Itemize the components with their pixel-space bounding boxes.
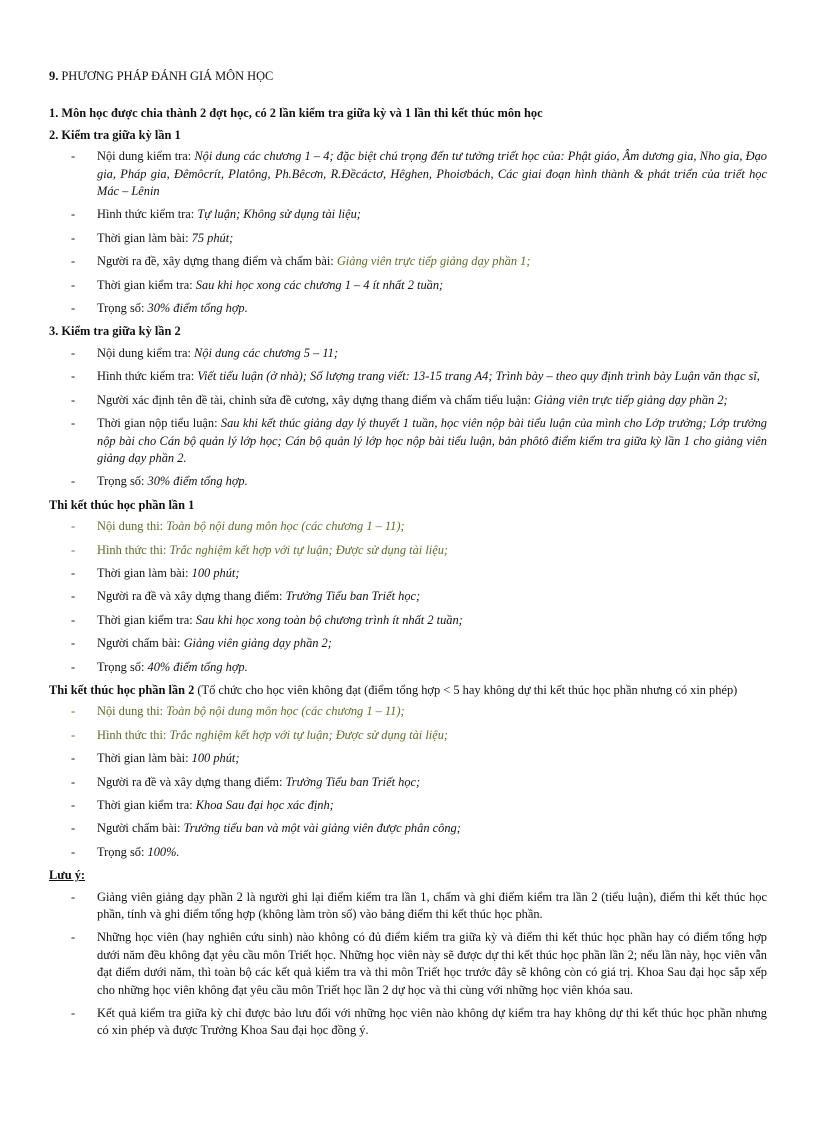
section-heading xyxy=(49,127,767,144)
item-value: 30% điểm tổng hợp. xyxy=(147,474,248,489)
bullet-dash: - xyxy=(71,565,76,580)
note-text: Kết quả kiểm tra giữa kỳ chỉ được bảo lưu đối với những học viên nào không dự kiểm tra hay không dự thi kết thúc học phần nhưng có xin phép và được Trưởng Khoa Sau đại học đồng ý. xyxy=(97,1006,767,1038)
sections xyxy=(49,105,767,861)
item-value: Giảng viên trực tiếp giảng dạy phần 1; xyxy=(336,254,531,269)
note-heading: Lưu ý: xyxy=(49,868,86,883)
item-value: Viết tiểu luận (ở nhà); Số lượng trang viết: 13-15 trang A4; Trình bày – theo quy định trình bày Luận văn thạc sĩ, xyxy=(197,369,760,384)
section-title-text: PHƯƠNG PHÁP ĐÁNH GIÁ MÔN HỌC xyxy=(58,69,274,83)
list-item xyxy=(49,542,767,559)
bullet-dash: - xyxy=(71,727,76,742)
bullet-dash: - xyxy=(71,254,76,269)
item-list xyxy=(49,148,767,317)
item-value: Toàn bộ nội dung môn học (các chương 1 – 11); xyxy=(166,519,405,534)
item-list xyxy=(49,518,767,676)
list-item xyxy=(49,415,767,467)
list-item xyxy=(49,750,767,767)
item-label: Hình thức thi: xyxy=(97,727,170,742)
bullet-dash: - xyxy=(71,774,76,789)
bullet-dash: - xyxy=(71,1006,76,1021)
section-heading-text: 3. Kiểm tra giữa kỳ lần 2 xyxy=(49,324,181,339)
document-page xyxy=(49,68,767,1046)
section-number: 9. xyxy=(49,69,59,83)
bullet-dash: - xyxy=(71,636,76,651)
list-item xyxy=(49,565,767,582)
item-label: Hình thức kiểm tra: xyxy=(97,369,198,384)
section-title xyxy=(49,68,767,85)
item-label: Nội dung kiểm tra: xyxy=(97,149,195,164)
item-label: Người chấm bài: xyxy=(97,821,184,836)
item-label: Người chấm bài: xyxy=(97,636,184,651)
list-item xyxy=(49,797,767,814)
note-text: Giảng viên giảng dạy phần 2 là người ghi lại điểm kiểm tra lần 1, chấm và ghi điểm kiểm tra lần 2 (tiểu luận), điểm thi kết thúc học phần, tính và ghi điểm tổng hợp (không làm tròn số) vào bảng điểm thi kết thúc học phần. xyxy=(97,889,767,922)
section-heading-note: (Tổ chức cho học viên không đạt (điểm tổng hợp < 5 hay không dự thi kết thúc học phần nhưng có xin phép) xyxy=(194,682,738,697)
item-value: Sau khi kết thúc giảng dạy lý thuyết 1 tuần, học viên nộp bài tiểu luận của mình cho Lớp trưởng; Lớp trưởng nộp bài cho Cán bộ quản lý lớp học; Cán bộ quản lý lớp học nộp bài tiểu luận, bản phôtô điểm kiểm tra giữa kỳ lần 1 cho giảng viên giảng dạy phần 2. xyxy=(97,416,767,465)
item-value: Toàn bộ nội dung môn học (các chương 1 – 11); xyxy=(166,704,405,719)
bullet-dash: - xyxy=(71,821,76,836)
list-item xyxy=(49,392,767,409)
list-item xyxy=(49,148,767,200)
item-value: Trưởng Tiểu ban Triết học; xyxy=(285,774,421,789)
bullet-dash: - xyxy=(71,542,76,557)
item-label: Trọng số: xyxy=(97,301,148,316)
section-heading xyxy=(49,497,767,514)
item-label: Trọng số: xyxy=(97,474,148,489)
item-label: Người ra đề và xây dựng thang điểm: xyxy=(97,774,286,789)
item-value: Trắc nghiệm kết hợp với tự luận; Được sử dụng tài liệu; xyxy=(169,727,449,742)
bullet-dash: - xyxy=(71,589,76,604)
bullet-dash: - xyxy=(71,416,76,431)
bullet-dash: - xyxy=(71,369,76,384)
item-list xyxy=(49,703,767,861)
bullet-dash: - xyxy=(71,612,76,627)
item-value: 100%. xyxy=(147,844,180,859)
list-item xyxy=(49,635,767,652)
list-item xyxy=(49,253,767,270)
bullet-dash: - xyxy=(71,930,76,945)
note-item xyxy=(49,929,767,999)
note-item xyxy=(49,1005,767,1040)
item-value: Sau khi học xong toàn bộ chương trình ít nhất 2 tuần; xyxy=(195,612,463,627)
item-value: Nội dung các chương 5 – 11; xyxy=(194,345,338,360)
bullet-dash: - xyxy=(71,704,76,719)
bullet-dash: - xyxy=(71,798,76,812)
list-item xyxy=(49,300,767,317)
item-value: Giảng viên trực tiếp giảng dạy phần 2; xyxy=(534,392,728,407)
item-label: Nội dung kiểm tra: xyxy=(97,345,195,360)
item-label: Thời gian kiểm tra: xyxy=(97,798,196,812)
section-heading xyxy=(49,682,767,699)
section-heading-text: 1. Môn học được chia thành 2 đợt học, có 2 lần kiểm tra giữa kỳ và 1 lần thi kết thúc môn học xyxy=(49,106,543,121)
list-item xyxy=(49,820,767,837)
item-value: Trưởng Tiểu ban Triết học; xyxy=(285,589,421,604)
item-label: Người ra đề và xây dựng thang điểm: xyxy=(97,589,286,604)
item-value: 75 phút; xyxy=(191,230,234,245)
section-heading-text: 2. Kiểm tra giữa kỳ lần 1 xyxy=(49,127,181,142)
section-heading-text: Thi kết thúc học phần lần 1 xyxy=(49,497,195,512)
list-item xyxy=(49,277,767,294)
item-value: Trắc nghiệm kết hợp với tự luận; Được sử dụng tài liệu; xyxy=(169,542,449,557)
item-label: Nội dung thi: xyxy=(97,704,167,719)
bullet-dash: - xyxy=(71,149,76,164)
list-item xyxy=(49,727,767,744)
bullet-dash: - xyxy=(71,207,76,222)
item-value: Giảng viên giảng dạy phần 2; xyxy=(183,636,332,651)
item-value: Sau khi học xong các chương 1 – 4 ít nhất 2 tuần; xyxy=(195,277,444,292)
section-heading xyxy=(49,323,767,340)
list-item xyxy=(49,659,767,676)
item-list xyxy=(49,345,767,491)
item-value: 40% điểm tổng hợp. xyxy=(147,659,248,674)
note-list xyxy=(49,889,767,1040)
bullet-dash: - xyxy=(71,301,76,316)
list-item xyxy=(49,345,767,362)
item-value: 100 phút; xyxy=(191,565,240,580)
bullet-dash: - xyxy=(71,230,76,245)
note-item xyxy=(49,889,767,924)
item-label: Thời gian làm bài: xyxy=(97,230,192,245)
bullet-dash: - xyxy=(71,519,76,534)
list-item xyxy=(49,368,767,385)
item-label: Trọng số: xyxy=(97,659,148,674)
list-item xyxy=(49,612,767,629)
note-text: Những học viên (hay nghiên cứu sinh) nào không có đủ điểm kiểm tra giữa kỳ và điểm thi kết thúc học phần hay có điểm tổng hợp dưới năm đều không đạt yêu cầu môn Triết học. Những học viên này sẽ được dự thi kết thúc học phần lần 2; nếu lần này, học viên vẫn đạt điểm dưới năm, thì toàn bộ các kết quả kiểm tra và thi môn Triết học trước đây sẽ không còn có giá trị. Khoa Sau đại học sắp xếp cho những học viên không đạt yêu cầu môn Triết học lần 2 dự học và thi cùng với những học viên khóa sau. xyxy=(97,930,767,997)
list-item xyxy=(49,703,767,720)
list-item xyxy=(49,206,767,223)
section-heading xyxy=(49,105,767,122)
item-label: Thời gian nộp tiểu luận: xyxy=(97,416,221,431)
item-label: Trọng số: xyxy=(97,844,148,859)
item-value: Nội dung các chương 1 – 4; đặc biệt chú trọng đến tư tưởng triết học của: Phật giáo, Âm dương gia, Nho gia, Đạo gia, Pháp gia, Đêmôcrít, Platông, Ph.Bêcơn, R.Đềcáctơ, Hêghen, Phoiơbách, Các giai đoạn hình thành & phát triển của triết học Mác – Lênin xyxy=(97,149,767,199)
bullet-dash: - xyxy=(71,474,76,489)
list-item xyxy=(49,588,767,605)
item-label: Người xác định tên đề tài, chỉnh sửa đề cương, xây dựng thang điểm và chấm tiểu luận: xyxy=(97,392,535,407)
list-item xyxy=(49,473,767,490)
item-value: 30% điểm tổng hợp. xyxy=(147,301,248,316)
list-item xyxy=(49,844,767,861)
bullet-dash: - xyxy=(71,277,76,292)
list-item xyxy=(49,518,767,535)
item-value: 100 phút; xyxy=(191,751,240,766)
item-value: Trưởng tiểu ban và một vài giảng viên được phân công; xyxy=(183,821,461,836)
item-value: Khoa Sau đại học xác định; xyxy=(195,798,334,812)
bullet-dash: - xyxy=(71,844,76,859)
item-label: Hình thức thi: xyxy=(97,542,170,557)
bullet-dash: - xyxy=(71,751,76,766)
item-label: Nội dung thi: xyxy=(97,519,167,534)
item-label: Hình thức kiểm tra: xyxy=(97,207,198,222)
item-label: Thời gian kiểm tra: xyxy=(97,277,196,292)
list-item xyxy=(49,774,767,791)
bullet-dash: - xyxy=(71,659,76,674)
item-label: Thời gian làm bài: xyxy=(97,565,192,580)
bullet-dash: - xyxy=(71,345,76,360)
bullet-dash: - xyxy=(71,889,76,904)
section-heading-text: Thi kết thúc học phần lần 2 xyxy=(49,682,195,697)
item-value: Tự luận; Không sử dụng tài liệu; xyxy=(197,207,361,222)
item-label: Người ra đề, xây dựng thang điểm và chấm bài: xyxy=(97,254,337,269)
item-label: Thời gian kiểm tra: xyxy=(97,612,196,627)
item-label: Thời gian làm bài: xyxy=(97,751,192,766)
list-item xyxy=(49,230,767,247)
bullet-dash: - xyxy=(71,392,76,407)
